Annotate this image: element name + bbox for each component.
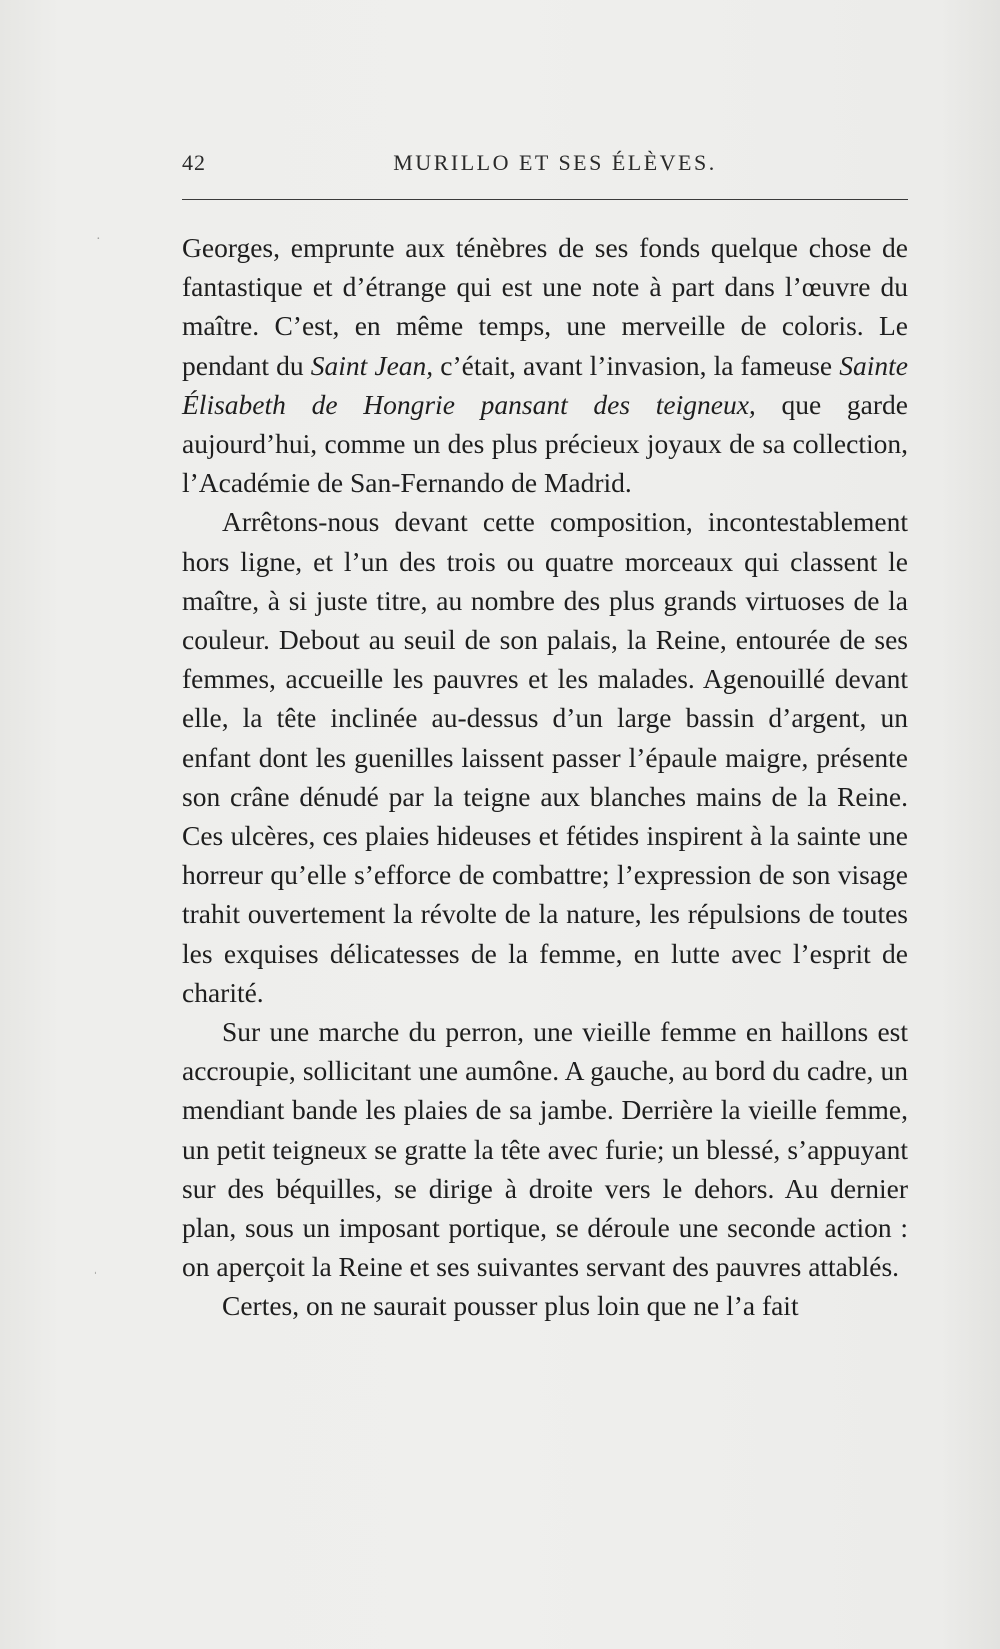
text-run: Arrêtons-nous devant cette composition, incontestablement hors ligne, et l’un des trois ou quatre morceaux qui classent le maître, à si juste titre, au nombre des plus grands virtuoses de la couleur. Debout au seuil de son palais, la Reine, entourée de ses femmes, accueille les pauvres et les malades. Agenouillé devant elle, la tête inclinée au-dessus d’un large bassin d’argent, un enfant dont les guenilles laissent passer l’épaule maigre, présente son crâne dénudé par la teigne aux blanches mains de la Reine. Ces ulcères, ces plaies hideuses et fétides inspirent à la sainte une horreur qu’elle s’efforce de combattre; l’expression de son visage trahit ouvertement la révolte de la nature, les répulsions de toutes les exquises délicatesses de la femme, en lutte avec l’esprit de charité.: [182, 506, 908, 1008]
page-number: 42: [182, 150, 206, 175]
paragraph: [182, 228, 908, 502]
italic-title: Sainte Élisabeth de Hongrie pansant des teigneux,: [182, 349, 908, 420]
page-header: [182, 150, 908, 182]
margin-speck: ·: [96, 232, 101, 247]
margin-speck: ˌ: [93, 1260, 98, 1275]
italic-title: Saint Jean,: [310, 349, 434, 381]
text-run: Certes, on ne saurait pousser plus loin que ne l’a fait: [222, 1290, 799, 1322]
text-run: c’était, avant l’invasion, la fameuse: [433, 349, 840, 381]
running-title: MURILLO ET SES ÉLÈVES.: [393, 150, 717, 175]
header-rule: [182, 199, 908, 200]
paragraph: [182, 1286, 908, 1325]
paragraph: [182, 1012, 908, 1286]
text-run: Sur une marche du perron, une vieille femme en haillons est accroupie, sollicitant une aumône. A gauche, au bord du cadre, un mendiant bande les plaies de sa jambe. Derrière la vieille femme, un petit teigneux se gratte la tête avec furie; un blessé, s’appuyant sur des béquilles, se dirige à droite vers le dehors. Au dernier plan, sous un imposant portique, se déroule une seconde action : on aperçoit la Reine et ses suivantes servant des pauvres attablés.: [182, 1016, 908, 1283]
paragraph: [182, 502, 908, 1012]
text-run: que garde aujourd’hui, comme un des plus précieux joyaux de sa collection, l’Académie de San-Fernando de Madrid.: [182, 388, 909, 499]
body-text: [182, 228, 908, 1326]
text-run: Georges, emprunte aux ténèbres de ses fonds quelque chose de fantastique et d’étrange qui est une note à part dans l’œuvre du maître. C’est, en même temps, une merveille de coloris. Le pendant du: [182, 232, 908, 381]
